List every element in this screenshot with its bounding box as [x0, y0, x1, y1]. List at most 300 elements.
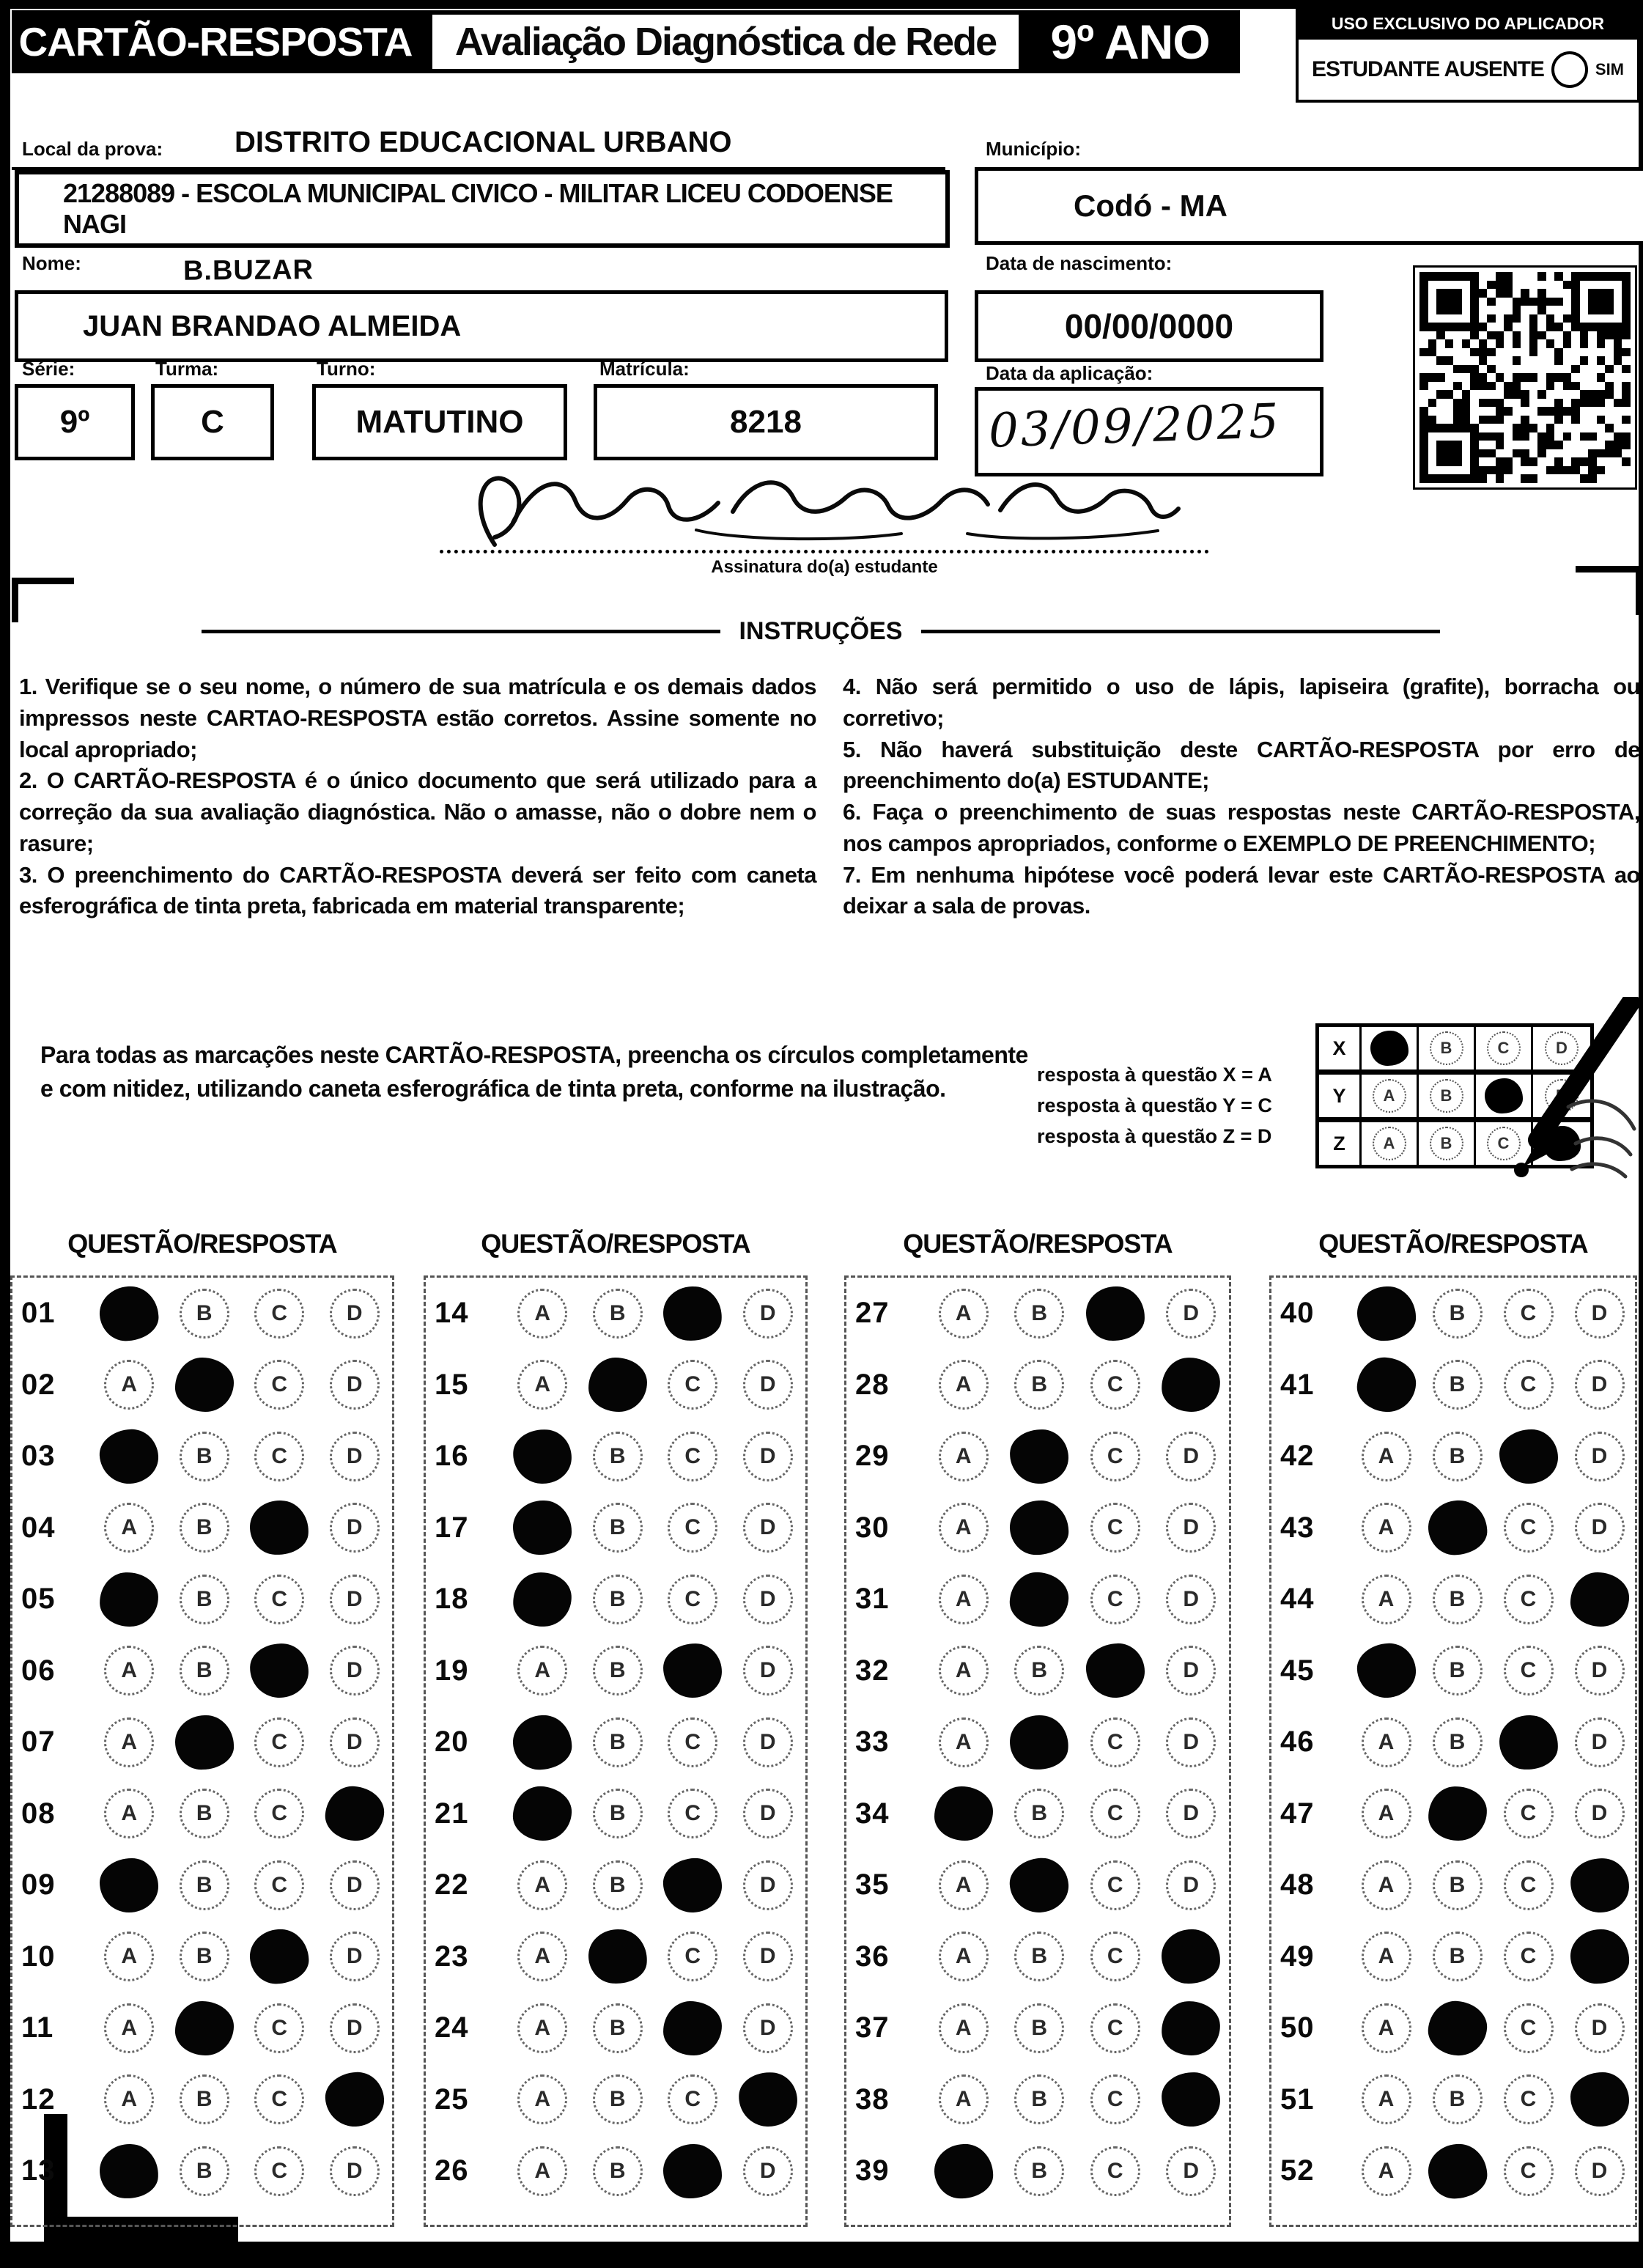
answer-bubble[interactable]	[593, 1575, 643, 1624]
answer-bubble-filled[interactable]	[1499, 1429, 1558, 1484]
answer-bubble[interactable]	[939, 1575, 989, 1624]
answer-bubble[interactable]	[1362, 1717, 1411, 1767]
answer-bubble[interactable]	[180, 1432, 229, 1481]
answer-bubble[interactable]	[180, 1932, 229, 1981]
answer-bubble[interactable]	[939, 1432, 989, 1481]
answer-bubble-filled[interactable]	[248, 1642, 310, 1699]
question-number: 21	[435, 1797, 469, 1830]
bubble-cell	[242, 1575, 317, 1624]
answer-bubble[interactable]	[1166, 1646, 1216, 1696]
answer-bubble[interactable]	[668, 1789, 717, 1838]
answer-bubble[interactable]	[104, 1646, 154, 1696]
answer-bubble[interactable]	[1433, 1717, 1483, 1767]
answer-bubble[interactable]	[939, 2003, 989, 2053]
nome-handwritten: B.BUZAR	[182, 254, 314, 287]
answer-bubble[interactable]	[1014, 2003, 1064, 2053]
answer-bubble[interactable]	[180, 2146, 229, 2196]
answer-bubble-filled[interactable]	[324, 2071, 385, 2128]
answer-bubble[interactable]	[1014, 1646, 1064, 1696]
answer-bubble[interactable]	[939, 1360, 989, 1410]
answer-bubble-filled[interactable]	[512, 1427, 574, 1485]
question-row	[12, 1564, 392, 1635]
answer-bubble-filled[interactable]	[1356, 1642, 1417, 1699]
answer-bubble[interactable]	[1090, 1932, 1140, 1981]
answer-bubble[interactable]	[1575, 1717, 1625, 1767]
answer-bubble-letter: D	[759, 1443, 776, 1468]
bubble-cell	[1351, 1503, 1422, 1553]
answer-bubble[interactable]	[1504, 1575, 1554, 1624]
answer-bubble[interactable]	[1362, 2146, 1411, 2196]
answer-bubble-filled[interactable]	[1570, 2072, 1629, 2127]
bubble-cell	[926, 2003, 1002, 2053]
answer-bubble[interactable]	[1090, 2146, 1140, 2196]
answer-bubble-filled[interactable]	[100, 1858, 158, 1912]
answer-bubble[interactable]	[1362, 2074, 1411, 2124]
answer-bubble[interactable]	[1433, 1860, 1483, 1910]
bubble-cell	[1564, 1503, 1635, 1553]
answer-bubble-letter: C	[684, 1515, 701, 1540]
question-number: 29	[855, 1440, 890, 1473]
answer-bubble-filled[interactable]	[1085, 1286, 1145, 1341]
answer-bubble[interactable]	[593, 2074, 643, 2124]
answer-bubble[interactable]	[1362, 2003, 1411, 2053]
question-number: 34	[855, 1797, 890, 1830]
answer-bubble-filled[interactable]	[1427, 1786, 1488, 1842]
question-number: 25	[435, 2083, 469, 2116]
answer-bubble[interactable]	[668, 1432, 717, 1481]
bubble-cell	[1153, 2072, 1230, 2127]
bubble-cell	[655, 1360, 731, 1410]
question-row	[846, 1350, 1229, 1421]
answer-bubble[interactable]	[517, 1646, 567, 1696]
bubble-cell	[1351, 1358, 1422, 1412]
nome-box	[15, 290, 948, 362]
answer-bubble[interactable]	[180, 1789, 229, 1838]
answer-bubble-filled[interactable]	[98, 1284, 160, 1342]
answer-bubble[interactable]	[1166, 1289, 1216, 1339]
answer-bubble[interactable]	[1090, 1432, 1140, 1481]
answer-bubble[interactable]	[180, 2074, 229, 2124]
answer-bubble-letter: C	[271, 2015, 288, 2040]
answer-bubble-filled[interactable]	[1160, 2000, 1222, 2057]
answer-bubble[interactable]	[1433, 1932, 1483, 1981]
answer-bubble-filled[interactable]	[1162, 1929, 1221, 1984]
answer-bubble[interactable]	[254, 1789, 304, 1838]
answer-bubble-filled[interactable]	[1569, 1857, 1631, 1914]
answer-bubble-letter: C	[1107, 2158, 1123, 2183]
example-cell	[1362, 1075, 1419, 1117]
question-row	[426, 1492, 805, 1564]
question-number: 01	[21, 1297, 56, 1330]
answer-bubble-letter: C	[684, 2087, 701, 2112]
bubble-cell	[167, 2001, 243, 2055]
answer-bubble[interactable]	[1504, 1860, 1554, 1910]
answer-bubble-filled[interactable]	[587, 1928, 649, 1985]
instruction-item: 6. Faça o preenchimento de suas respostas neste CARTÃO-RESPOSTA, nos campos apropriados, conforme o EXEMPLO DE PREENCHIMENTO;	[843, 799, 1640, 856]
answer-bubble[interactable]	[1433, 2074, 1483, 2124]
answer-bubble[interactable]	[1014, 1289, 1064, 1339]
answer-bubble[interactable]	[1014, 1932, 1064, 1981]
answer-bubble[interactable]	[1014, 1789, 1064, 1838]
example-cell	[1362, 1027, 1419, 1069]
answer-bubble[interactable]	[180, 1289, 229, 1339]
answer-bubble-filled[interactable]	[1009, 1428, 1070, 1484]
answer-bubble[interactable]	[1362, 1860, 1411, 1910]
registration-mark-left	[12, 578, 74, 622]
answer-bubble-letter: A	[955, 1872, 972, 1897]
answer-bubble[interactable]	[939, 2074, 989, 2124]
answer-bubble-filled[interactable]	[512, 1714, 573, 1771]
bubble-cell	[580, 2074, 656, 2124]
answer-bubble-filled[interactable]	[662, 1857, 723, 1913]
answer-bubble[interactable]	[1504, 1360, 1554, 1410]
question-row	[1271, 1350, 1635, 1421]
question-number: 04	[21, 1511, 56, 1544]
bubble-cell	[1077, 1575, 1153, 1624]
answer-bubble[interactable]	[1166, 1432, 1216, 1481]
answer-bubble-letter: D	[346, 1443, 363, 1468]
bubble-cell	[242, 1789, 317, 1838]
answer-bubble-filled[interactable]	[174, 1358, 234, 1413]
answer-bubble-letter: D	[1591, 1515, 1608, 1540]
answer-bubble[interactable]	[1575, 1503, 1625, 1553]
answer-bubble[interactable]	[1166, 1717, 1216, 1767]
answer-bubble[interactable]	[1504, 1932, 1554, 1981]
answer-bubble[interactable]	[1090, 2003, 1140, 2053]
answer-bubble-letter: D	[346, 1586, 363, 1611]
answer-bubble[interactable]	[743, 2146, 793, 2196]
answer-bubble[interactable]	[1166, 1503, 1216, 1553]
answer-bubble-letter: B	[1031, 2158, 1048, 2183]
answer-bubble-letter: B	[196, 1443, 213, 1468]
question-number: 38	[855, 2083, 890, 2116]
answer-bubble-filled[interactable]	[1570, 1572, 1629, 1627]
answer-bubble-filled[interactable]	[1160, 1356, 1222, 1413]
answer-bubble[interactable]	[1575, 2003, 1625, 2053]
answer-bubble[interactable]	[104, 1789, 154, 1838]
answer-bubble[interactable]	[1090, 1360, 1140, 1410]
answer-bubble[interactable]	[1433, 1575, 1483, 1624]
answer-bubble[interactable]	[743, 1789, 793, 1838]
answer-bubble-letter: D	[346, 1300, 363, 1325]
bubble-cell	[242, 1501, 317, 1555]
answer-bubble[interactable]	[1090, 1717, 1140, 1767]
answer-bubble[interactable]	[330, 1717, 380, 1767]
answer-bubble-filled[interactable]	[1161, 2072, 1222, 2128]
answer-bubble[interactable]	[517, 2074, 567, 2124]
answer-bubble[interactable]	[939, 1717, 989, 1767]
answer-bubble[interactable]	[1575, 1360, 1625, 1410]
answer-bubble[interactable]	[330, 1932, 380, 1981]
answer-bubble[interactable]	[1575, 1432, 1625, 1481]
answer-bubble[interactable]	[743, 1717, 793, 1767]
answer-bubble[interactable]	[517, 1360, 567, 1410]
answer-bubble-letter: B	[609, 1300, 626, 1325]
answers-column-header: QUESTÃO/RESPOSTA	[481, 1229, 750, 1259]
bubble-cell	[92, 1429, 167, 1484]
answers-column-header: QUESTÃO/RESPOSTA	[903, 1229, 1173, 1259]
answer-bubble-filled[interactable]	[99, 1571, 160, 1627]
answer-bubble-filled[interactable]	[736, 2071, 799, 2129]
answer-bubble-filled[interactable]	[663, 2144, 722, 2198]
answer-bubble[interactable]	[104, 2074, 154, 2124]
answer-bubble[interactable]	[1504, 2003, 1554, 2053]
answer-bubble-filled[interactable]	[1009, 1500, 1070, 1556]
answer-bubble[interactable]	[1166, 2146, 1216, 2196]
grade-badge: 9º ANO	[1050, 15, 1210, 69]
answer-bubble[interactable]	[593, 1646, 643, 1696]
answer-bubble[interactable]	[330, 1503, 380, 1553]
answer-bubble[interactable]	[1433, 1289, 1483, 1339]
answer-bubble[interactable]	[1090, 1789, 1140, 1838]
answer-bubble-filled[interactable]	[512, 1786, 573, 1842]
answer-bubble[interactable]	[330, 2003, 380, 2053]
answer-bubble-filled[interactable]	[1008, 1856, 1071, 1914]
bubble-cell	[1002, 1858, 1078, 1912]
answer-bubble[interactable]	[593, 1432, 643, 1481]
answer-bubble[interactable]	[593, 2003, 643, 2053]
answer-bubble[interactable]	[254, 1289, 304, 1339]
answer-bubble[interactable]	[1014, 2074, 1064, 2124]
student-absent-label: ESTUDANTE AUSENTE	[1311, 57, 1544, 81]
answer-bubble-filled[interactable]	[99, 2143, 160, 2199]
answer-bubble-filled[interactable]	[174, 1715, 234, 1770]
question-number: 37	[855, 2011, 890, 2044]
answer-bubble-letter: C	[1107, 1586, 1123, 1611]
answer-bubble[interactable]	[330, 1432, 380, 1481]
answer-bubble[interactable]	[330, 1575, 380, 1624]
bubble-cell	[92, 2003, 167, 2053]
answer-bubble[interactable]	[180, 1646, 229, 1696]
answer-bubble-filled[interactable]	[1085, 1643, 1145, 1698]
answer-bubble-filled[interactable]	[323, 1785, 385, 1843]
answer-bubble[interactable]	[254, 1860, 304, 1910]
question-number: 40	[1280, 1297, 1315, 1330]
bubble-cell	[167, 2146, 243, 2196]
answer-bubble[interactable]	[254, 1717, 304, 1767]
answer-bubble-letter: D	[1591, 2015, 1608, 2040]
question-number: 44	[1280, 1583, 1315, 1616]
answer-bubble-filled[interactable]	[512, 1570, 574, 1628]
instructions-left-column	[19, 671, 816, 922]
answer-bubble-filled[interactable]	[663, 2000, 723, 2055]
answer-bubble-letter: A	[1378, 2158, 1395, 2183]
answer-bubble-letter: A	[955, 1586, 972, 1611]
answer-bubble[interactable]	[517, 1289, 567, 1339]
answer-bubble[interactable]	[939, 1860, 989, 1910]
answer-bubble-letter: C	[1107, 1443, 1123, 1468]
answer-bubble[interactable]	[668, 2074, 717, 2124]
answer-bubble[interactable]	[1504, 2146, 1554, 2196]
bubble-cell	[1153, 1432, 1230, 1481]
question-row	[12, 1921, 392, 1993]
answer-bubble-letter: B	[1449, 1944, 1466, 1969]
instruction-item: 1. Verifique se o seu nome, o número de sua matrícula e os demais dados impressos neste CARTAO-RESPOSTA estão corretos. Assine somente no local apropriado;	[19, 674, 816, 762]
answer-bubble-letter: A	[121, 1515, 138, 1540]
answer-bubble[interactable]	[104, 1503, 154, 1553]
answer-bubble[interactable]	[254, 2074, 304, 2124]
answer-bubble-letter: C	[684, 1944, 701, 1969]
answer-bubble-filled[interactable]	[663, 1643, 723, 1698]
answer-bubble[interactable]	[517, 2003, 567, 2053]
answer-bubble[interactable]	[254, 1575, 304, 1624]
example-bubble-letter: B	[1440, 1134, 1452, 1152]
answer-bubble[interactable]	[1014, 2146, 1064, 2196]
answer-bubble-letter: A	[121, 2087, 138, 2112]
bubble-cell	[926, 1360, 1002, 1410]
answer-bubble[interactable]	[330, 1289, 380, 1339]
answer-bubble[interactable]	[517, 2146, 567, 2196]
answer-bubble[interactable]	[1504, 1789, 1554, 1838]
answer-bubble[interactable]	[254, 2146, 304, 2196]
answer-bubble[interactable]	[330, 1860, 380, 1910]
answer-bubble[interactable]	[1433, 1432, 1483, 1481]
matricula-value: 8218	[730, 404, 802, 440]
answer-bubble[interactable]	[1433, 1360, 1483, 1410]
answer-bubble[interactable]	[1504, 1503, 1554, 1553]
answer-bubble[interactable]	[104, 1717, 154, 1767]
answer-bubble[interactable]	[1090, 2074, 1140, 2124]
answer-bubble[interactable]	[939, 1503, 989, 1553]
answer-bubble[interactable]	[1090, 1575, 1140, 1624]
answer-bubble[interactable]	[939, 1932, 989, 1981]
answer-bubble[interactable]	[1362, 1432, 1411, 1481]
answer-bubble[interactable]	[1362, 1503, 1411, 1553]
answer-bubble[interactable]	[668, 1575, 717, 1624]
answer-bubble-filled[interactable]	[934, 1786, 993, 1841]
answer-bubble[interactable]	[1575, 1289, 1625, 1339]
answer-bubble[interactable]	[743, 1575, 793, 1624]
bubble-cell	[580, 1929, 656, 1984]
answer-bubble[interactable]	[104, 1932, 154, 1981]
answer-bubble[interactable]	[254, 1360, 304, 1410]
answer-bubble[interactable]	[517, 1860, 567, 1910]
answer-bubble[interactable]	[517, 1932, 567, 1981]
bubble-cell	[1422, 1646, 1493, 1696]
answer-bubble-filled[interactable]	[1355, 1356, 1417, 1414]
answer-bubble[interactable]	[1090, 1503, 1140, 1553]
answer-bubble-letter: A	[1378, 1872, 1395, 1897]
answer-bubble-letter: C	[271, 1801, 288, 1826]
answer-bubble-filled[interactable]	[98, 1428, 160, 1485]
answer-bubble[interactable]	[1575, 1789, 1625, 1838]
bubble-cell	[1564, 1646, 1635, 1696]
answer-bubble[interactable]	[668, 1717, 717, 1767]
answer-bubble[interactable]	[743, 1432, 793, 1481]
answer-bubble[interactable]	[1504, 1289, 1554, 1339]
answer-bubble[interactable]	[1362, 1932, 1411, 1981]
answer-bubble[interactable]	[743, 1646, 793, 1696]
answer-bubble-filled[interactable]	[513, 1501, 572, 1555]
answer-bubble[interactable]	[668, 1360, 717, 1410]
answer-bubble[interactable]	[1014, 1360, 1064, 1410]
answer-bubble[interactable]	[1090, 1860, 1140, 1910]
answer-bubble-filled[interactable]	[174, 2000, 234, 2055]
answer-bubble[interactable]	[330, 2146, 380, 2196]
answer-bubble[interactable]	[743, 1860, 793, 1910]
answer-bubble-filled[interactable]	[1498, 1714, 1559, 1770]
answer-bubble[interactable]	[593, 1503, 643, 1553]
student-absent-bubble[interactable]	[1551, 51, 1588, 88]
answer-bubble[interactable]	[1166, 1575, 1216, 1624]
answer-bubble[interactable]	[1575, 1646, 1625, 1696]
bubble-cell	[731, 1360, 806, 1410]
answer-bubble-filled[interactable]	[662, 1285, 723, 1342]
answer-bubble[interactable]	[593, 1289, 643, 1339]
answer-bubble-filled[interactable]	[1008, 1571, 1070, 1628]
answer-bubble[interactable]	[668, 1503, 717, 1553]
question-number: 30	[855, 1511, 890, 1544]
answer-bubble-filled[interactable]	[1426, 2142, 1488, 2200]
answer-bubble[interactable]	[1166, 1860, 1216, 1910]
answer-bubble[interactable]	[180, 1575, 229, 1624]
answer-bubble[interactable]	[743, 1360, 793, 1410]
serie-value: 9º	[59, 404, 90, 440]
answer-bubble[interactable]	[1504, 1646, 1554, 1696]
answer-bubble[interactable]	[1362, 1789, 1411, 1838]
answer-bubble[interactable]	[254, 2003, 304, 2053]
answer-bubble[interactable]	[593, 2146, 643, 2196]
answer-bubble[interactable]	[743, 1289, 793, 1339]
bubble-cell	[1422, 1786, 1493, 1841]
question-number: 06	[21, 1654, 56, 1687]
answer-bubble[interactable]	[180, 1503, 229, 1553]
answer-bubble[interactable]	[668, 1932, 717, 1981]
answer-bubble[interactable]	[743, 2003, 793, 2053]
answer-bubble-filled[interactable]	[248, 1928, 311, 1986]
answer-bubble-letter: C	[1107, 2087, 1123, 2112]
answer-bubble[interactable]	[254, 1432, 304, 1481]
answer-bubble[interactable]	[1362, 1575, 1411, 1624]
answer-bubble[interactable]	[104, 2003, 154, 2053]
bubble-cell	[1153, 1717, 1230, 1767]
answer-bubble[interactable]	[593, 1789, 643, 1838]
question-row	[426, 1635, 805, 1707]
answer-bubble-filled[interactable]	[1570, 1929, 1629, 1984]
answer-bubble[interactable]	[939, 1646, 989, 1696]
question-number: 12	[21, 2083, 56, 2116]
answer-bubble-letter: D	[1183, 1872, 1200, 1897]
divider	[202, 630, 720, 633]
answer-bubble-filled[interactable]	[588, 1358, 647, 1413]
example-question-label: Y	[1319, 1075, 1362, 1117]
answer-bubble[interactable]	[1166, 1789, 1216, 1838]
answer-bubble[interactable]	[330, 1646, 380, 1696]
answer-bubble-letter: B	[609, 1443, 626, 1468]
answer-bubble-filled[interactable]	[1356, 1286, 1416, 1341]
answer-bubble-filled[interactable]	[1426, 1499, 1488, 1557]
answer-bubble[interactable]	[1504, 2074, 1554, 2124]
answer-bubble-filled[interactable]	[1426, 1999, 1488, 2057]
answer-bubble[interactable]	[593, 1860, 643, 1910]
answer-bubble[interactable]	[1575, 2146, 1625, 2196]
answer-bubble[interactable]	[939, 1289, 989, 1339]
answer-bubble[interactable]	[180, 1860, 229, 1910]
answer-bubble[interactable]	[104, 1360, 154, 1410]
answer-bubble[interactable]	[593, 1717, 643, 1767]
answer-bubble-filled[interactable]	[249, 1500, 310, 1556]
answer-bubble[interactable]	[330, 1360, 380, 1410]
answer-bubble[interactable]	[743, 1503, 793, 1553]
answer-bubble-filled[interactable]	[933, 2143, 994, 2199]
bubble-cell	[731, 1717, 806, 1767]
answer-bubble-filled[interactable]	[1008, 1713, 1071, 1771]
answer-bubble[interactable]	[743, 1932, 793, 1981]
question-row	[846, 1421, 1229, 1492]
bubble-cell	[1422, 1289, 1493, 1339]
bubble-cell	[580, 2003, 656, 2053]
answer-bubble[interactable]	[1433, 1646, 1483, 1696]
